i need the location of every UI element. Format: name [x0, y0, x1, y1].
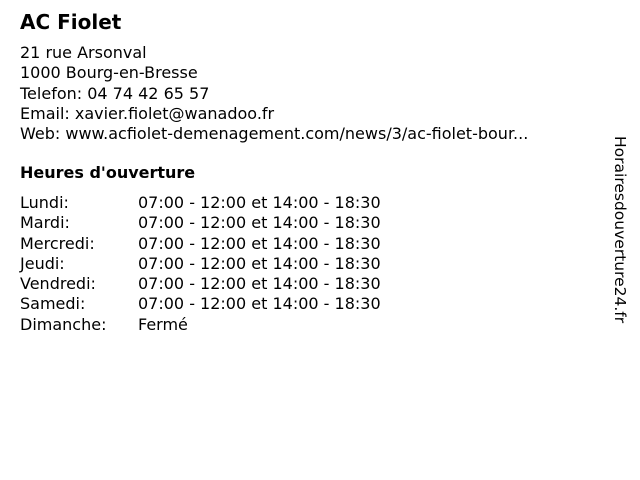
email-address: Email: xavier.fiolet@wanadoo.fr [20, 103, 275, 123]
contact-info [20, 43, 528, 144]
day-label: Lundi: [20, 193, 69, 212]
day-label: Mardi: [20, 213, 70, 233]
hours-row-monday [20, 193, 381, 213]
day-label: Mercredi: [20, 233, 95, 253]
site-watermark: Horairesdouverture24.fr [611, 136, 629, 324]
address-city: 1000 Bourg-en-Bresse [20, 63, 198, 83]
day-label: Vendredi: [20, 274, 96, 294]
hours-row-friday [20, 274, 381, 294]
day-label: Jeudi: [20, 253, 65, 273]
hours-row-thursday [20, 254, 381, 274]
opening-hours-heading: Heures d'ouverture [20, 163, 196, 182]
time-range: 07:00 - 12:00 et 14:00 - 18:30 [138, 193, 381, 212]
website-url: Web: www.acfiolet-demenagement.com/news/3/ac-fiolet-bour... [20, 124, 529, 144]
opening-hours-table [20, 193, 381, 335]
business-name: AC Fiolet [20, 10, 122, 34]
hours-row-sunday [20, 315, 381, 335]
time-range: 07:00 - 12:00 et 14:00 - 18:30 [138, 253, 381, 273]
time-range: 07:00 - 12:00 et 14:00 - 18:30 [138, 274, 381, 294]
hours-row-tuesday [20, 213, 381, 233]
hours-row-saturday [20, 294, 381, 314]
time-range: 07:00 - 12:00 et 14:00 - 18:30 [138, 213, 381, 233]
time-range: 07:00 - 12:00 et 14:00 - 18:30 [138, 233, 381, 253]
hours-row-wednesday [20, 234, 381, 254]
time-range: 07:00 - 12:00 et 14:00 - 18:30 [138, 294, 381, 314]
address-street: 21 rue Arsonval [20, 43, 147, 62]
time-range: Fermé [138, 314, 188, 334]
phone-number: Telefon: 04 74 42 65 57 [20, 83, 210, 103]
day-label: Samedi: [20, 294, 86, 314]
day-label: Dimanche: [20, 314, 107, 334]
